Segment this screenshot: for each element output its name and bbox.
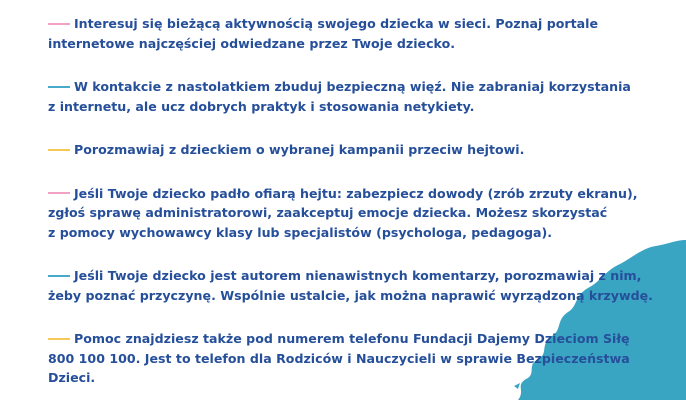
tip-text-line: żeby poznać przyczynę. Wspólnie ustalcie, jak można naprawić wyrządzoną krzywdę. [48,287,653,303]
tip-text-line: 800 100 100. Jest to telefon dla Rodziców i Nauczycieli w sprawie Bezpieczeństwa [48,350,630,366]
tip-item [48,266,653,305]
tip-item [48,140,648,160]
tip-text-line: Pomoc znajdziesz także pod numerem telefonu Fundacji Dajemy Dzieciom Siłę [74,331,630,346]
tip-item [48,77,648,116]
tip-text-line: Jeśli Twoje dziecko jest autorem nienawistnych komentarzy, porozmawiaj z nim, [74,268,642,283]
tip-item [48,14,648,53]
blue-dash-marker [48,275,70,277]
tip-text-line: z internetu, ale ucz dobrych praktyk i stosowania netykiety. [48,98,475,114]
tip-text-line: Interesuj się bieżącą aktywnością swojego dziecka w sieci. Poznaj portale [74,16,599,31]
tip-text-line: W kontakcie z nastolatkiem zbuduj bezpieczną więź. Nie zabraniaj korzystania [74,79,631,94]
tip-text-line: z pomocy wychowawcy klasy lub specjalistów (psychologa, pedagoga). [48,224,553,240]
tip-text-line: zgłoś sprawę administratorowi, zaakceptuj emocje dziecka. Możesz skorzystać [48,205,608,220]
tip-item [48,184,648,243]
tip-text-line: Jeśli Twoje dziecko padło ofiarą hejtu: zabezpiecz dowody (zrób zrzuty ekranu), [74,185,638,201]
yellow-dash-marker [48,149,70,151]
tip-text-line: Porozmawiaj z dzieckiem o wybranej kampanii przeciw hejtowi. [74,142,525,157]
tip-text-line: internetowe najczęściej odwiedzane przez Twoje dziecko. [48,35,456,51]
pink-dash-marker [48,23,70,25]
tip-item [48,329,648,388]
pink-dash-marker [48,192,70,194]
blue-dash-marker [48,86,70,88]
tips-list [48,14,653,412]
tip-text-line: Dzieci. [48,370,96,385]
yellow-dash-marker [48,338,70,340]
